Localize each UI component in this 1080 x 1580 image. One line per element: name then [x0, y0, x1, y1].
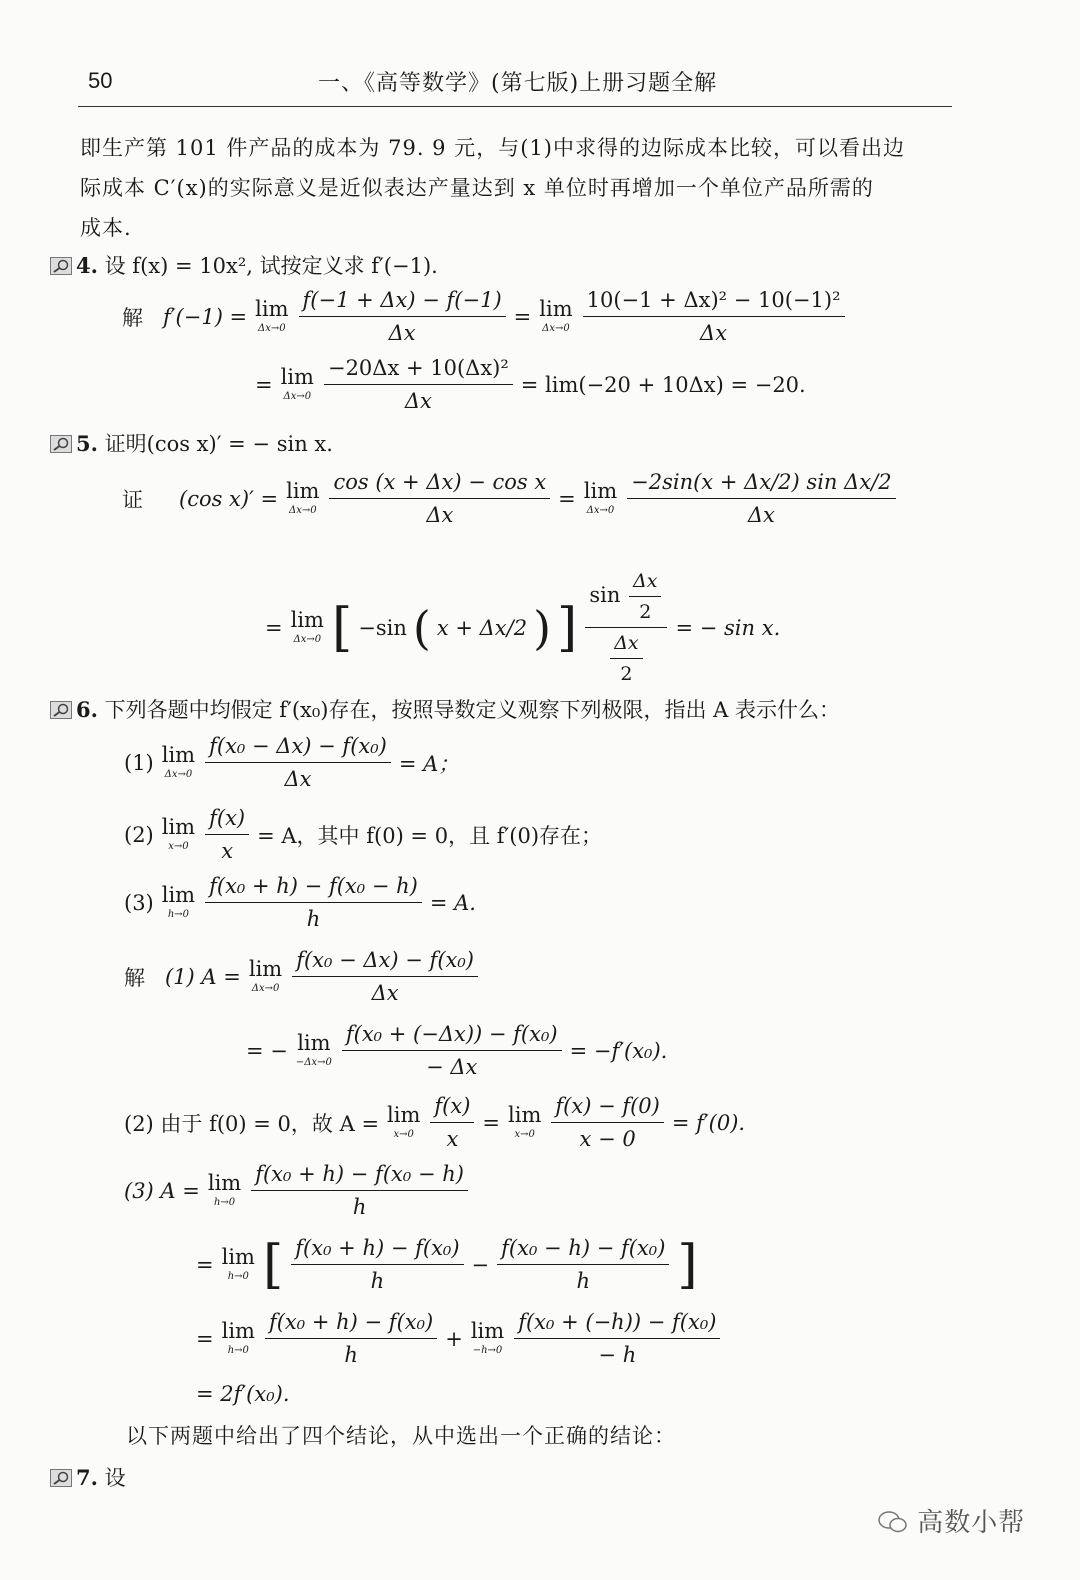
- problem-5-text: 证明(cos x)′ = − sin x.: [104, 432, 333, 456]
- intro-line-3: 成本.: [80, 216, 132, 240]
- fraction: $\frac{\text{f(x₀ − Δx) − f(x₀)}}{\Delta x}$: [205, 734, 391, 791]
- fraction: f(x₀ + h) − f(x₀) h: [291, 1236, 463, 1293]
- limit-operator: lim −Δx→0: [295, 1031, 332, 1068]
- limit-operator: lim h→0: [207, 1171, 242, 1208]
- limit-operator: lim Δx→0: [248, 957, 283, 994]
- p4-solution-line-2: = lim Δx→0 $\frac{\text{−20Δx + 10(Δx)²}}{\Delta x}$ = lim(−20 + 10Δx) = −20.: [255, 356, 806, 413]
- p5-proof-line-1: 证 (cos x)′ = lim Δx→0 $\frac{\text{cos (x + Δx) − cos x}}{\Delta x}$ = lim Δx→0 −2sin(x + Δx/2) sin Δx/2 Δx: [122, 470, 898, 527]
- fraction: $\frac{\text{cos (x + Δx) − cos x}}{\Delta x}$: [329, 470, 550, 527]
- magnifier-icon: [50, 701, 72, 719]
- p4-solution-line-1: 解 f′(−1) = lim Δx→0 $\frac{f(-1 + \Delta x) - f(-1)}{\Delta x}$ = lim Δx→0 10(−1 + Δx)² − 10(−1)² Δx: [122, 288, 847, 345]
- limit-operator: lim Δx→0: [255, 297, 289, 334]
- limit-operator: lim x→0: [161, 815, 196, 852]
- watermark: 高数小帮: [878, 1502, 1025, 1539]
- limit-operator: lim h→0: [161, 883, 196, 920]
- fraction: $\frac{f(x) - f(0)}{x - 0}$: [551, 1094, 663, 1151]
- wechat-icon: [878, 1510, 908, 1534]
- p6-solution-3d: = 2f′(x₀).: [196, 1382, 290, 1406]
- limit-operator: lim x→0: [387, 1103, 421, 1140]
- fraction: $\frac{\text{−20Δx + 10(Δx)²}}{\Delta x}$: [324, 356, 513, 413]
- fraction: f(x₀ + (−h)) − f(x₀) − h: [514, 1310, 720, 1367]
- fraction: sin $\frac{\Delta x}{2}$ $\frac{\Delta x}{2}$: [585, 570, 667, 685]
- p6-solution-3c: = lim h→0 f(x₀ + h) − f(x₀) h + lim −h→0 f(x₀ + (−h)) − f(x₀) − h: [196, 1310, 722, 1367]
- p6-solution-1: 解 (1) A = lim Δx→0 f(x₀ − Δx) − f(x₀) Δx: [124, 948, 480, 1005]
- fraction: $\frac{f(-1 + \Delta x) - f(-1)}{\Delta x}$: [299, 288, 506, 345]
- p6-question-3: (3) lim h→0 $\frac{\text{f(x₀ + h) − f(x₀ − h)}}{h}$ = A.: [124, 874, 476, 931]
- limit-operator: lim Δx→0: [539, 297, 573, 334]
- fraction: $\frac{\text{f(x₀ − h) − f(x₀)}}{h}$: [497, 1236, 669, 1293]
- limit-operator: lim Δx→0: [290, 608, 324, 645]
- magnifier-icon: [50, 1469, 72, 1487]
- limit-operator: lim Δx→0: [280, 365, 314, 402]
- problem-7: 7. 设: [50, 1462, 126, 1492]
- fraction: $\frac{\text{f(x₀ + h) − f(x₀ − h)}}{h}$: [205, 874, 422, 931]
- fraction: 10(−1 + Δx)² − 10(−1)² Δx: [583, 288, 845, 345]
- p6-solution-1b: = − lim −Δx→0 $\frac{\text{f(x₀ + (−Δx)) − f(x₀)}}{- \Delta x}$ = −f′(x₀).: [246, 1022, 668, 1079]
- problem-4-text: 设 f(x) = 10x², 试按定义求 f′(−1).: [104, 254, 438, 278]
- fraction: f(x₀ + h) − f(x₀) h: [265, 1310, 437, 1367]
- intro-line-2: 际成本 C′(x)的实际意义是近似表达产量达到 x 单位时再增加一个单位产品所需的: [80, 176, 874, 200]
- p6-question-2: (2) lim x→0 $\frac{f(x)}{x}$ = A，其中 f(0) = 0，且 f′(0)存在；: [124, 806, 603, 863]
- p6-solution-3b: = lim h→0 [ f(x₀ + h) − f(x₀) h − $\frac{\text{f(x₀ − h) − f(x₀)}}{h}$ ]: [196, 1234, 698, 1295]
- problem-6: 6. 下列各题中均假定 f′(x₀)存在，按照导数定义观察下列极限，指出 A 表示什么：: [50, 694, 840, 724]
- fraction: $\frac{f(x)}{x}$: [205, 806, 249, 863]
- problem-4: 4. 设 f(x) = 10x², 试按定义求 f′(−1).: [50, 250, 438, 280]
- fraction: f(x₀ + h) − f(x₀ − h) h: [251, 1162, 468, 1219]
- fraction: −2sin(x + Δx/2) sin Δx/2 Δx: [627, 470, 895, 527]
- running-title: 一、《高等数学》(第七版)上册习题全解: [318, 71, 718, 96]
- p6-solution-3: (3) A = lim h→0 f(x₀ + h) − f(x₀ − h) h: [124, 1162, 470, 1219]
- magnifier-icon: [50, 257, 72, 275]
- limit-operator: lim x→0: [508, 1103, 542, 1140]
- limit-operator: lim −h→0: [470, 1319, 505, 1356]
- fraction: $\frac{\text{f(x₀ + (−Δx)) − f(x₀)}}{- \Delta x}$: [342, 1022, 562, 1079]
- magnifier-icon: [50, 435, 72, 453]
- problem-6-text: 下列各题中均假定 f′(x₀)存在，按照导数定义观察下列极限，指出 A 表示什么：: [104, 698, 841, 722]
- intro-line-1: 即生产第 101 件产品的成本为 79. 9 元，与(1)中求得的边际成本比较，可以看出边: [80, 136, 905, 160]
- problem-5: 5. 证明(cos x)′ = − sin x.: [50, 428, 333, 458]
- limit-operator: lim h→0: [221, 1319, 255, 1356]
- limit-operator: lim Δx→0: [583, 479, 618, 516]
- limit-operator: lim Δx→0: [161, 743, 196, 780]
- p6-question-1: (1) lim Δx→0 $\frac{\text{f(x₀ − Δx) − f(x₀)}}{\Delta x}$ = A；: [124, 734, 460, 791]
- limit-operator: lim Δx→0: [286, 479, 320, 516]
- page-header: [78, 66, 952, 107]
- page-number: 50: [88, 68, 113, 93]
- p5-proof-line-2: = lim Δx→0 [ −sin ( x + Δx/2 ) ] sin $\frac{\Delta x}{2}$ $\frac{\Delta x}{2}$ = − sin x.: [265, 570, 781, 685]
- limit-operator: lim h→0: [221, 1245, 255, 1282]
- p6-solution-2: (2) 由于 f(0) = 0，故 A = lim x→0 $\frac{f(x)}{x}$ = lim x→0 $\frac{f(x) - f(0)}{x - 0}$ = f′(0).: [124, 1094, 746, 1151]
- fraction: $\frac{f(x)}{x}$: [430, 1094, 474, 1151]
- fraction: f(x₀ − Δx) − f(x₀) Δx: [292, 948, 478, 1005]
- closing-line: 以下两题中给出了四个结论，从中选出一个正确的结论：: [126, 1424, 676, 1448]
